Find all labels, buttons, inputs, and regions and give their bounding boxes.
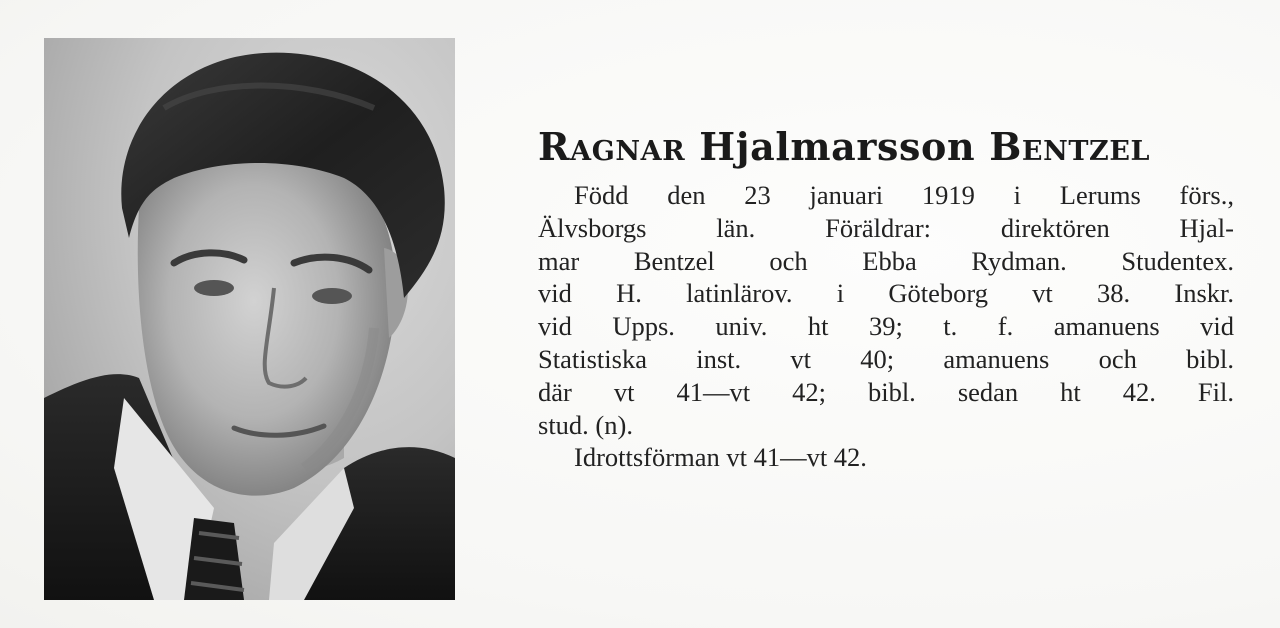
bio-line: stud. (n). [538, 409, 633, 440]
biography-text [538, 179, 1238, 474]
portrait-photo [44, 38, 455, 600]
middle-name: Hjalmarsson [699, 124, 976, 169]
bio-extra-line: Idrottsförman vt 41—vt 42. [574, 442, 867, 473]
last-name: Bentzel [989, 124, 1151, 169]
bio-line: Statistiska inst. vt 40; amanuens och bibl. [538, 343, 1234, 374]
bio-line: vid Upps. univ. ht 39; t. f. amanuens vid [538, 311, 1234, 342]
bio-line: vid H. latinlärov. i Göteborg vt 38. Inskr. [538, 278, 1234, 309]
biography-entry [538, 124, 1238, 474]
bio-line: Älvsborgs län. Föräldrar: direktören Hjal- [538, 212, 1234, 243]
bio-line: Född den 23 januari 1919 i Lerums förs., [574, 180, 1234, 210]
portrait-image [44, 38, 455, 600]
bio-line: där vt 41—vt 42; bibl. sedan ht 42. Fil. [538, 376, 1234, 407]
person-name [538, 124, 1238, 169]
first-name: Ragnar [538, 124, 686, 169]
bio-line: mar Bentzel och Ebba Rydman. Studentex. [538, 245, 1234, 276]
